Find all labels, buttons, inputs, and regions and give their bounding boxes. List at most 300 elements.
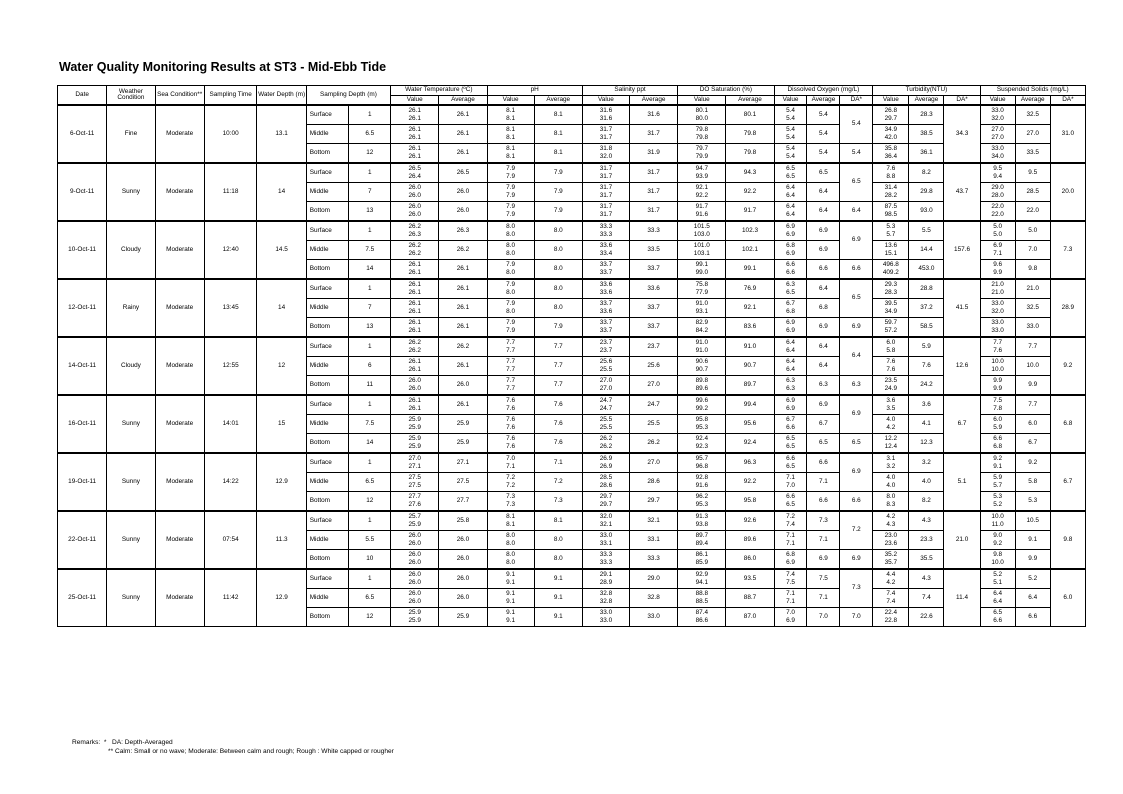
cell-weather: Fine: [107, 105, 155, 163]
cell-turbidity-value: [873, 125, 909, 144]
cell-ph-value-reading: 7.3: [506, 501, 516, 508]
cell-temperature-value-reading: 25.9: [408, 443, 421, 450]
cell-do-da-bottom: 6.5: [840, 434, 873, 454]
cell-salinity-value: [582, 395, 629, 415]
cell-ss-value-reading: 7.1: [993, 250, 1003, 257]
cell-sampling-depth: 7.5: [349, 241, 391, 260]
cell-salinity-value: [582, 241, 629, 260]
cell-temperature-average: 25.9: [439, 415, 487, 434]
cell-do-value-reading: 6.9: [786, 617, 795, 624]
cell-salinity-value-reading: 25.5: [599, 366, 613, 373]
cell-salinity-value-reading: 31.7: [599, 126, 613, 133]
cell-temperature-average: 26.1: [439, 299, 487, 318]
cell-ss-value-reading: 6.4: [993, 598, 1003, 605]
cell-ph-value-reading: 7.2: [506, 474, 516, 481]
cell-salinity-value-reading: 33.0: [599, 609, 613, 616]
col-salinity: Salinity ppt: [582, 86, 677, 96]
cell-ph-value-reading: 8.1: [506, 107, 516, 114]
cell-temperature-value-reading: 26.1: [408, 126, 421, 133]
cell-sea-condition: Moderate: [155, 395, 204, 453]
cell-sampling-level: Bottom: [306, 202, 349, 222]
cell-temperature-value-reading: 25.9: [408, 617, 421, 624]
cell-ss-average: 6.7: [1015, 434, 1050, 454]
subheader-value: Value: [980, 96, 1015, 106]
cell-do-saturation-value-reading: 86.1: [695, 551, 709, 558]
cell-turbidity-value-reading: 15.1: [884, 250, 898, 257]
cell-do-saturation-average: 89.7: [726, 376, 774, 396]
cell-ss-average: 27.0: [1015, 125, 1050, 144]
cell-do-saturation-value: [678, 299, 726, 318]
cell-turbidity-value-reading: 12.4: [884, 443, 898, 450]
cell-salinity-value: [582, 376, 629, 396]
cell-ph-average: 8.0: [534, 299, 582, 318]
cell-salinity-average: 27.0: [629, 376, 677, 396]
col-suspended-solids: Suspended Solids (mg/L): [980, 86, 1085, 96]
cell-date: 12-Oct-11: [58, 279, 107, 337]
cell-do-average: 7.1: [807, 531, 840, 550]
cell-ss-value-reading: 9.2: [993, 455, 1003, 462]
cell-turbidity-value-reading: 29.3: [884, 281, 898, 288]
cell-do-value-reading: 7.1: [786, 590, 795, 597]
cell-temperature-value: [391, 589, 439, 608]
cell-do-value-reading: 6.4: [786, 366, 795, 373]
cell-do-da: 6.9: [840, 221, 873, 260]
cell-turbidity-average: 28.3: [909, 105, 944, 125]
cell-salinity-value-reading: 27.0: [599, 385, 613, 392]
cell-do-saturation-value-reading: 95.8: [695, 416, 709, 423]
cell-temperature-average: 26.3: [439, 221, 487, 241]
col-ph: pH: [487, 86, 582, 96]
cell-salinity-value-reading: 33.7: [599, 300, 613, 307]
cell-ss-value-reading: 9.2: [993, 540, 1003, 547]
cell-temperature-average: 26.1: [439, 105, 487, 125]
cell-salinity-value-reading: 33.6: [599, 281, 613, 288]
cell-salinity-value-reading: 29.7: [599, 501, 613, 508]
cell-salinity-value-reading: 33.0: [599, 532, 613, 539]
cell-ss-value-reading: 28.0: [991, 192, 1004, 199]
cell-temperature-value-reading: 26.1: [408, 134, 421, 141]
table-row: [58, 395, 1086, 415]
cell-turbidity-value-reading: 3.1: [886, 455, 896, 462]
cell-ph-average: 7.7: [534, 357, 582, 376]
cell-sampling-level: Surface: [306, 569, 349, 589]
cell-salinity-value-reading: 32.8: [599, 590, 613, 597]
cell-temperature-value-reading: 26.0: [408, 203, 421, 210]
cell-turbidity-value-reading: 98.5: [884, 211, 898, 218]
cell-sampling-level: Surface: [306, 163, 349, 183]
subheader-average: Average: [629, 96, 677, 106]
cell-turbidity-value-reading: 4.2: [886, 579, 896, 586]
cell-turbidity-da: 6.7: [944, 395, 980, 453]
cell-sampling-level: Surface: [306, 221, 349, 241]
cell-ss-da: 28.9: [1050, 279, 1085, 337]
cell-do-saturation-value-reading: 90.7: [695, 366, 709, 373]
cell-weather: Sunny: [107, 395, 155, 453]
cell-ph-value-reading: 8.0: [506, 308, 516, 315]
cell-salinity-average: 28.6: [629, 473, 677, 492]
cell-do-saturation-value: [678, 144, 726, 164]
cell-ss-average: 22.0: [1015, 202, 1050, 222]
cell-ph-value-reading: 7.7: [506, 377, 516, 384]
cell-do-value-reading: 5.4: [786, 107, 795, 114]
cell-ss-average: 5.3: [1015, 492, 1050, 512]
cell-weather: Sunny: [107, 163, 155, 221]
cell-salinity-value-reading: 26.9: [599, 455, 613, 462]
cell-turbidity-average: 3.6: [909, 395, 944, 415]
cell-ss-value-reading: 27.0: [991, 126, 1004, 133]
cell-do-saturation-average: 80.1: [726, 105, 774, 125]
cell-turbidity-average: 4.3: [909, 569, 944, 589]
cell-turbidity-value: [873, 473, 909, 492]
cell-do-saturation-average: 76.9: [726, 279, 774, 299]
cell-ss-value: [980, 105, 1015, 125]
cell-salinity-average: 23.7: [629, 337, 677, 357]
cell-temperature-value-reading: 26.1: [408, 308, 421, 315]
cell-do-saturation-average: 86.0: [726, 550, 774, 570]
cell-salinity-value-reading: 29.1: [599, 571, 613, 578]
cell-salinity-value-reading: 33.6: [599, 308, 613, 315]
cell-do-saturation-average: 95.8: [726, 492, 774, 512]
cell-ph-value: [487, 183, 534, 202]
cell-turbidity-average: 5.5: [909, 221, 944, 241]
cell-salinity-value-reading: 29.7: [599, 493, 613, 500]
cell-do-value-reading: 6.9: [786, 250, 795, 257]
cell-do-saturation-value: [678, 163, 726, 183]
cell-turbidity-value-reading: 7.6: [886, 165, 896, 172]
cell-temperature-value: [391, 473, 439, 492]
subheader-da: DA*: [944, 96, 980, 106]
cell-do-value: [774, 434, 807, 454]
cell-sampling-depth: 1: [349, 453, 391, 473]
cell-salinity-value-reading: 24.7: [599, 397, 613, 404]
cell-do-saturation-value-reading: 85.9: [695, 559, 709, 566]
cell-do-saturation-average: 92.6: [726, 511, 774, 531]
cell-ph-value-reading: 7.9: [506, 300, 516, 307]
cell-do-saturation-value: [678, 531, 726, 550]
cell-turbidity-value-reading: 5.3: [886, 223, 896, 230]
cell-temperature-value-reading: 26.5: [408, 165, 421, 172]
cell-turbidity-average: 36.1: [909, 144, 944, 164]
cell-do-saturation-average: 92.4: [726, 434, 774, 454]
cell-do-average: 6.9: [807, 395, 840, 415]
cell-do-value-reading: 6.4: [786, 339, 795, 346]
cell-ss-value: [980, 415, 1015, 434]
cell-do-value: [774, 299, 807, 318]
cell-sea-condition: Moderate: [155, 569, 204, 627]
cell-turbidity-value-reading: 7.6: [886, 366, 896, 373]
cell-do-saturation-value-reading: 91.3: [695, 513, 709, 520]
cell-ph-value-reading: 9.1: [506, 617, 516, 624]
cell-sea-condition: Moderate: [155, 105, 204, 163]
cell-ss-value: [980, 241, 1015, 260]
cell-salinity-value-reading: 33.7: [599, 319, 613, 326]
cell-salinity-value-reading: 25.5: [599, 424, 613, 431]
cell-ss-da: 6.7: [1050, 453, 1085, 511]
cell-salinity-value-reading: 28.6: [599, 482, 613, 489]
cell-turbidity-average: 24.2: [909, 376, 944, 396]
cell-turbidity-value-reading: 35.8: [884, 145, 898, 152]
cell-sampling-level: Bottom: [306, 260, 349, 280]
cell-ss-average: 32.5: [1015, 299, 1050, 318]
cell-weather: Cloudy: [107, 221, 155, 279]
cell-sea-condition: Moderate: [155, 221, 204, 279]
cell-do-saturation-average: 83.6: [726, 318, 774, 338]
cell-temperature-value: [391, 299, 439, 318]
cell-do-saturation-value-reading: 95.7: [695, 455, 709, 462]
cell-temperature-value: [391, 357, 439, 376]
cell-salinity-value: [582, 415, 629, 434]
table-row: [58, 279, 1086, 299]
cell-temperature-value: [391, 511, 439, 531]
cell-ss-average: 6.6: [1015, 608, 1050, 627]
cell-ss-value-reading: 5.7: [993, 482, 1003, 489]
cell-ph-average: 8.0: [534, 550, 582, 570]
cell-sampling-depth: 1: [349, 395, 391, 415]
cell-salinity-value: [582, 569, 629, 589]
cell-do-value-reading: 6.4: [786, 358, 795, 365]
cell-salinity-value: [582, 125, 629, 144]
cell-ph-value-reading: 7.1: [506, 463, 516, 470]
cell-do-saturation-average: 91.7: [726, 202, 774, 222]
cell-salinity-value-reading: 33.7: [599, 269, 613, 276]
cell-ph-value: [487, 163, 534, 183]
cell-salinity-average: 33.6: [629, 279, 677, 299]
cell-ss-average: 21.0: [1015, 279, 1050, 299]
cell-do-saturation-value-reading: 92.1: [695, 184, 709, 191]
cell-do-average: 6.7: [807, 415, 840, 434]
cell-salinity-value-reading: 33.0: [599, 617, 613, 624]
cell-turbidity-da: 12.6: [944, 337, 980, 395]
cell-do-da: 6.9: [840, 453, 873, 492]
cell-temperature-value-reading: 25.9: [408, 521, 421, 528]
cell-temperature-value-reading: 27.7: [408, 493, 421, 500]
cell-do-saturation-average: 102.3: [726, 221, 774, 241]
cell-turbidity-value: [873, 279, 909, 299]
cell-turbidity-value-reading: 5.7: [886, 231, 896, 238]
cell-temperature-value-reading: 26.2: [408, 339, 421, 346]
cell-salinity-value-reading: 27.0: [599, 377, 613, 384]
cell-ss-value-reading: 5.1: [993, 579, 1003, 586]
cell-do-saturation-average: 87.0: [726, 608, 774, 627]
cell-salinity-value-reading: 33.1: [599, 540, 613, 547]
cell-salinity-average: 29.0: [629, 569, 677, 589]
cell-temperature-average: 26.0: [439, 376, 487, 396]
cell-turbidity-value-reading: 87.5: [884, 203, 898, 210]
cell-sampling-level: Middle: [306, 183, 349, 202]
cell-do-saturation-average: 90.7: [726, 357, 774, 376]
cell-do-saturation-value-reading: 99.1: [695, 261, 709, 268]
cell-ss-value-reading: 5.2: [993, 571, 1003, 578]
cell-ss-average: 9.5: [1015, 163, 1050, 183]
cell-temperature-value-reading: 25.7: [408, 513, 421, 520]
cell-sampling-time: 11:18: [204, 163, 257, 221]
cell-temperature-average: 26.0: [439, 550, 487, 570]
cell-date: 9-Oct-11: [58, 163, 107, 221]
cell-turbidity-average: 14.4: [909, 241, 944, 260]
cell-do-value-reading: 6.3: [786, 281, 795, 288]
cell-do-value-reading: 6.3: [786, 385, 795, 392]
cell-ph-average: 7.9: [534, 163, 582, 183]
cell-do-saturation-value-reading: 91.6: [695, 211, 709, 218]
cell-salinity-value-reading: 31.7: [599, 134, 613, 141]
cell-ss-value-reading: 6.6: [993, 435, 1003, 442]
cell-do-value-reading: 5.4: [786, 145, 795, 152]
cell-temperature-value-reading: 27.5: [408, 482, 421, 489]
cell-sampling-time: 07:54: [204, 511, 257, 569]
cell-do-saturation-value: [678, 279, 726, 299]
cell-do-average: 7.1: [807, 473, 840, 492]
cell-do-value-reading: 6.5: [786, 289, 795, 296]
cell-water-depth: 13.1: [257, 105, 306, 163]
cell-sampling-level: Bottom: [306, 550, 349, 570]
cell-ph-value-reading: 7.7: [506, 385, 516, 392]
cell-ph-value: [487, 415, 534, 434]
cell-ph-average: 9.1: [534, 589, 582, 608]
cell-temperature-value: [391, 202, 439, 222]
cell-ss-da: 6.8: [1050, 395, 1085, 453]
cell-turbidity-value-reading: 24.9: [884, 385, 898, 392]
cell-do-saturation-average: 96.3: [726, 453, 774, 473]
cell-do-average: 6.4: [807, 357, 840, 376]
cell-temperature-value-reading: 26.2: [408, 347, 421, 354]
cell-do-saturation-value-reading: 88.5: [695, 598, 709, 605]
cell-temperature-value-reading: 26.2: [408, 250, 421, 257]
cell-temperature-average: 26.5: [439, 163, 487, 183]
cell-do-saturation-average: 89.6: [726, 531, 774, 550]
cell-ph-average: 9.1: [534, 569, 582, 589]
cell-ss-value-reading: 21.0: [991, 281, 1004, 288]
cell-salinity-average: 31.9: [629, 144, 677, 164]
cell-salinity-value-reading: 25.5: [599, 416, 613, 423]
cell-turbidity-average: 4.0: [909, 473, 944, 492]
cell-salinity-value: [582, 453, 629, 473]
cell-do-value: [774, 163, 807, 183]
cell-ph-average: 8.0: [534, 260, 582, 280]
cell-sampling-level: Bottom: [306, 608, 349, 627]
cell-do-saturation-value-reading: 92.3: [695, 443, 709, 450]
cell-turbidity-value-reading: 4.2: [886, 513, 896, 520]
cell-salinity-value: [582, 337, 629, 357]
cell-ss-value: [980, 511, 1015, 531]
cell-do-saturation-average: 99.1: [726, 260, 774, 280]
cell-ss-da: 9.8: [1050, 511, 1085, 569]
cell-ph-value-reading: 8.1: [506, 521, 516, 528]
cell-salinity-value-reading: 32.8: [599, 598, 613, 605]
cell-sampling-level: Middle: [306, 415, 349, 434]
cell-do-da: 7.2: [840, 511, 873, 550]
cell-sampling-time: 12:40: [204, 221, 257, 279]
cell-sampling-level: Bottom: [306, 144, 349, 164]
cell-salinity-value: [582, 183, 629, 202]
cell-turbidity-value-reading: 8.0: [886, 493, 896, 500]
cell-sea-condition: Moderate: [155, 511, 204, 569]
cell-ph-value: [487, 337, 534, 357]
cell-turbidity-value: [873, 376, 909, 396]
cell-ph-value-reading: 8.0: [506, 242, 516, 249]
cell-do-value-reading: 7.1: [786, 474, 795, 481]
cell-ss-value: [980, 299, 1015, 318]
cell-do-value: [774, 105, 807, 125]
cell-do-saturation-value-reading: 88.8: [695, 590, 709, 597]
cell-temperature-value-reading: 26.0: [408, 571, 421, 578]
cell-temperature-value: [391, 260, 439, 280]
cell-do-value-reading: 7.1: [786, 598, 795, 605]
cell-turbidity-average: 37.2: [909, 299, 944, 318]
cell-ss-average: 32.5: [1015, 105, 1050, 125]
cell-turbidity-value-reading: 39.5: [884, 300, 898, 307]
cell-water-depth: 12.9: [257, 569, 306, 627]
cell-sampling-depth: 6.5: [349, 473, 391, 492]
cell-turbidity-average: 4.1: [909, 415, 944, 434]
cell-salinity-average: 33.3: [629, 221, 677, 241]
cell-sampling-depth: 1: [349, 105, 391, 125]
cell-temperature-value: [391, 415, 439, 434]
cell-sampling-depth: 7: [349, 299, 391, 318]
cell-temperature-average: 26.2: [439, 241, 487, 260]
cell-ss-da: 9.2: [1050, 337, 1085, 395]
cell-sampling-depth: 6.5: [349, 125, 391, 144]
cell-temperature-value: [391, 144, 439, 164]
cell-ss-value-reading: 10.0: [991, 513, 1004, 520]
cell-temperature-value: [391, 105, 439, 125]
cell-temperature-value-reading: 26.0: [408, 579, 421, 586]
cell-do-saturation-value-reading: 95.3: [695, 501, 709, 508]
cell-ph-value-reading: 8.0: [506, 289, 516, 296]
subheader-average: Average: [1015, 96, 1050, 106]
cell-turbidity-average: 22.6: [909, 608, 944, 627]
cell-ph-value-reading: 9.1: [506, 598, 516, 605]
cell-salinity-value: [582, 473, 629, 492]
cell-do-saturation-value: [678, 357, 726, 376]
cell-ss-value: [980, 453, 1015, 473]
cell-salinity-value-reading: 31.6: [599, 107, 613, 114]
cell-do-saturation-value: [678, 415, 726, 434]
cell-ph-value-reading: 7.7: [506, 339, 516, 346]
cell-do-average: 6.9: [807, 318, 840, 338]
cell-turbidity-value: [873, 569, 909, 589]
cell-sampling-depth: 12: [349, 492, 391, 512]
cell-do-value: [774, 202, 807, 222]
cell-ph-average: 8.1: [534, 105, 582, 125]
cell-turbidity-value-reading: 4.0: [886, 482, 896, 489]
page-title: Water Quality Monitoring Results at ST3 - Mid-Ebb Tide: [59, 60, 387, 74]
cell-temperature-value-reading: 27.0: [408, 455, 421, 462]
cell-sampling-depth: 13: [349, 202, 391, 222]
cell-ss-value: [980, 376, 1015, 396]
cell-date: 25-Oct-11: [58, 569, 107, 627]
cell-ss-value-reading: 7.8: [993, 405, 1003, 412]
cell-salinity-value: [582, 221, 629, 241]
cell-do-saturation-value-reading: 90.6: [695, 358, 709, 365]
cell-turbidity-value-reading: 496.8: [882, 261, 899, 268]
cell-sampling-depth: 1: [349, 337, 391, 357]
cell-temperature-value-reading: 26.1: [408, 366, 421, 373]
cell-salinity-value: [582, 531, 629, 550]
cell-temperature-value-reading: 27.1: [408, 463, 421, 470]
cell-temperature-value-reading: 26.0: [408, 559, 421, 566]
cell-date: 14-Oct-11: [58, 337, 107, 395]
cell-turbidity-value-reading: 42.0: [884, 134, 898, 141]
cell-do-value-reading: 6.5: [786, 501, 795, 508]
cell-do-average: 6.3: [807, 376, 840, 396]
cell-turbidity-average: 12.3: [909, 434, 944, 454]
subheader-value: Value: [391, 96, 439, 106]
cell-ph-value-reading: 8.0: [506, 532, 516, 539]
cell-ph-value-reading: 8.1: [506, 153, 516, 160]
cell-do-value-reading: 6.4: [786, 211, 795, 218]
cell-do-value: [774, 318, 807, 338]
cell-do-saturation-average: 99.4: [726, 395, 774, 415]
